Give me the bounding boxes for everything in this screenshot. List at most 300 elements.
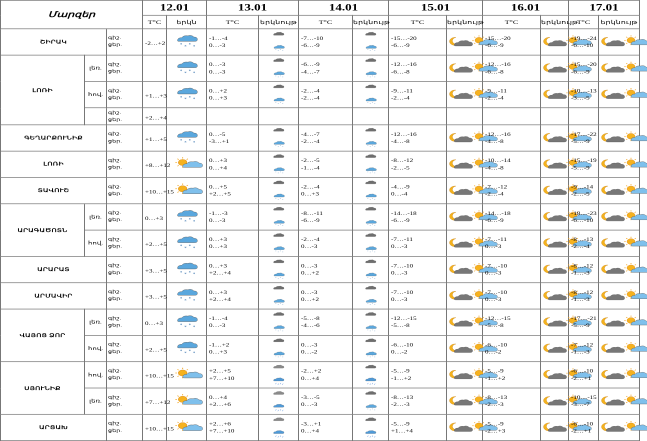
snowcloud-snow-icon	[353, 125, 389, 151]
temperature-cell: -4…-9 0…-4	[389, 177, 447, 203]
svg-text:*: *	[373, 50, 375, 53]
svg-text:*: *	[277, 77, 279, 79]
temperature-cell: -19…-24 -6…-10	[569, 29, 599, 55]
date-header: 15.01	[389, 0, 483, 15]
svg-text:*: *	[179, 297, 182, 301]
subregion-label: հով.	[85, 81, 107, 107]
svg-text:*: *	[274, 102, 276, 105]
temperature-cell: 0…+3	[143, 309, 167, 335]
svg-text:*: *	[279, 251, 281, 253]
night-day-label: գիշ. ցեր.	[107, 230, 143, 256]
snowcloud-snow-icon	[259, 55, 299, 81]
moon-sun-icon	[541, 177, 569, 203]
moon-sun-icon	[599, 335, 640, 361]
svg-text:*: *	[277, 50, 279, 53]
svg-text:*: *	[371, 224, 373, 227]
temperature-cell: -8…-12 -1…-3	[569, 283, 599, 309]
moon-sun-icon	[541, 256, 569, 282]
svg-text:*: *	[183, 45, 187, 49]
snowcloud-snow-icon	[353, 388, 389, 414]
region-name: ԼՈՌԻ	[1, 55, 85, 125]
svg-text:*: *	[279, 49, 281, 52]
svg-text:*: *	[281, 77, 283, 79]
temperature-cell: -5…-9 -1…+2	[483, 362, 541, 388]
temperature-cell: -14…-18 -6…-9	[389, 204, 447, 230]
moon-sun-icon	[447, 414, 483, 440]
cloud-rain-icon	[259, 414, 299, 440]
temperature-cell: -8…-11 -6…-9	[299, 204, 353, 230]
moon-sun-icon	[599, 230, 640, 256]
svg-text:*: *	[274, 49, 276, 52]
svg-text:*: *	[371, 76, 373, 78]
svg-text:*: *	[279, 356, 281, 358]
snowcloud-snow-icon	[259, 177, 299, 203]
temperature-cell: -8…-12 -2…-5	[389, 151, 447, 177]
moon-sun-icon	[447, 230, 483, 256]
svg-text:*: *	[279, 172, 281, 174]
temperature-cell: -2…-5 -1…-4	[299, 151, 353, 177]
snowcloud-snow-icon	[353, 230, 389, 256]
temperature-cell: -1…-4 0…-3	[207, 29, 259, 55]
temperature-cell: 0…+3	[143, 204, 167, 230]
temperature-cell: 0…-3 0…-3	[207, 55, 259, 81]
temperature-cell: -10…-15 -3…-7	[569, 388, 599, 414]
svg-text:*: *	[373, 330, 375, 333]
svg-text:*: *	[373, 225, 375, 228]
temperature-cell: +3…+5	[143, 283, 167, 309]
moon-sun-icon	[599, 151, 640, 177]
moon-sun-icon	[599, 177, 640, 203]
date-header: 16.01	[483, 0, 569, 15]
subregion-label: հով.	[85, 335, 107, 361]
region-name: ՏԱՎՈՒՇ	[1, 177, 107, 203]
svg-text:*: *	[371, 251, 373, 253]
svg-text:*: *	[281, 225, 283, 228]
moon-sun-icon	[541, 283, 569, 309]
svg-text:*: *	[373, 103, 375, 105]
temperature-cell: -9…-11 -2…-4	[483, 81, 541, 107]
svg-text:*: *	[371, 329, 373, 332]
night-day-label: գիշ. ցեր.	[107, 309, 143, 335]
snowcloud-snow-icon	[353, 177, 389, 203]
svg-text:*: *	[188, 69, 191, 73]
temperature-cell: 0…+3 +2…+4	[207, 256, 259, 282]
svg-text:*: *	[371, 145, 373, 148]
snowcloud-snow-icon	[353, 29, 389, 55]
temperature-cell: +1…+5	[143, 125, 167, 151]
svg-text:*: *	[371, 198, 373, 201]
temperature-cell: -4…-7 -2…-4	[299, 125, 353, 151]
snowcloud-snow-icon	[259, 204, 299, 230]
svg-text:*: *	[188, 349, 191, 354]
svg-text:*: *	[366, 356, 368, 358]
svg-text:*: *	[192, 71, 195, 75]
sky-col-header: երկնույթ	[259, 15, 299, 29]
snow-icon	[167, 256, 207, 282]
night-day-label: գիշ. ցեր.	[107, 256, 143, 282]
snow-icon	[167, 230, 207, 256]
svg-text:*: *	[366, 408, 368, 411]
temperature-cell: -3…-5 0…-3	[299, 388, 353, 414]
temperature-cell: +2…+6 +7…+10	[207, 414, 259, 440]
svg-text:*: *	[277, 304, 279, 307]
svg-text:*: *	[188, 218, 191, 222]
svg-text:*: *	[192, 97, 195, 101]
night-day-label: գիշ. ցեր.	[107, 81, 143, 107]
svg-text:*: *	[183, 272, 187, 276]
temperature-cell: +3…+5	[143, 256, 167, 282]
temperature-cell: -10…-14 -4…-8	[483, 151, 541, 177]
svg-text:*: *	[279, 224, 281, 227]
temperature-cell: -18…-23 -6…-10	[569, 204, 599, 230]
temperature-cell: -15…-20 -6…-9	[483, 29, 541, 55]
moon-sun-icon	[541, 125, 569, 151]
moon-sun-icon	[541, 151, 569, 177]
svg-text:*: *	[274, 329, 276, 332]
moon-sun-icon	[447, 388, 483, 414]
svg-text:*: *	[277, 330, 279, 333]
temperature-cell: +2…+5	[143, 335, 167, 361]
svg-text:*: *	[369, 278, 371, 280]
snow-icon	[167, 335, 207, 361]
temperature-cell: -12…-16 -6…-8	[483, 55, 541, 81]
temperature-cell: +2…+5 +7…+10	[207, 362, 259, 388]
snowcloud-snow-icon	[259, 151, 299, 177]
moon-sun-icon	[447, 125, 483, 151]
svg-text:*: *	[369, 50, 371, 53]
svg-text:*: *	[188, 95, 191, 100]
night-day-label: գիշ. ցեր.	[107, 108, 143, 125]
svg-text:*: *	[369, 103, 371, 105]
svg-text:*: *	[371, 49, 373, 52]
cloud-rain-icon	[259, 362, 299, 388]
moon-sun-icon	[541, 29, 569, 55]
temperature-cell: +7…+12	[143, 388, 167, 414]
snowcloud-snow-icon	[353, 335, 389, 361]
svg-text:*: *	[192, 325, 195, 329]
temperature-cell: -9…-14 -2…-5	[569, 177, 599, 203]
temperature-cell: 0…+4 +2…+6	[207, 388, 259, 414]
moon-sun-icon	[447, 204, 483, 230]
svg-text:*: *	[188, 43, 191, 47]
svg-text:*: *	[274, 145, 276, 148]
sky-col-header: երկնույթ	[541, 15, 569, 29]
svg-text:*: *	[369, 225, 371, 228]
temperature-cell: -3…+1 0…+4	[299, 414, 353, 440]
snowcloud-snow-icon	[259, 230, 299, 256]
moon-sun-icon	[447, 55, 483, 81]
snow-icon	[167, 125, 207, 151]
weather-icon	[599, 108, 640, 125]
svg-text:*: *	[179, 139, 182, 143]
temperature-cell	[143, 55, 167, 81]
temp-col-header: T°C	[207, 15, 259, 29]
temperature-cell: -15…-20 -6…-9	[569, 55, 599, 81]
regions-header: Մարզեր	[1, 0, 143, 28]
svg-text:*: *	[366, 224, 368, 227]
svg-text:*: *	[371, 303, 373, 306]
temperature-cell: 0…+3 +2…+4	[207, 283, 259, 309]
moon-sun-icon	[541, 204, 569, 230]
moon-sun-icon	[447, 335, 483, 361]
temperature-cell: -2…-4 0…-3	[299, 230, 353, 256]
moon-sun-icon	[599, 362, 640, 388]
temperature-cell: -1…-4 0…-3	[207, 309, 259, 335]
svg-text:*: *	[366, 198, 368, 201]
night-day-label: գիշ. ցեր.	[107, 151, 143, 177]
temp-col-header: T°C	[299, 15, 353, 29]
region-name: ՇԻՐԱԿ	[1, 29, 107, 55]
moon-sun-icon	[541, 414, 569, 440]
temperature-cell: -1…+2 0…+3	[207, 335, 259, 361]
night-day-label: գիշ. ցեր.	[107, 414, 143, 440]
snowcloud-snow-icon	[259, 309, 299, 335]
region-name: ԼՈՌԻ	[1, 151, 107, 177]
temperature-cell: -2…-4 -2…-4	[299, 81, 353, 107]
temperature-cell: -7…-11 0…-3	[389, 230, 447, 256]
temp-col-header: T°C	[389, 15, 447, 29]
moon-sun-icon	[599, 283, 640, 309]
svg-text:*: *	[373, 252, 375, 254]
snow-icon	[167, 283, 207, 309]
temperature-cell: +10…+15	[143, 414, 167, 440]
night-day-label: գիշ. ցեր.	[107, 55, 143, 81]
svg-text:*: *	[373, 409, 375, 412]
temperature-cell: -17…-21 -5…-9	[569, 309, 599, 335]
svg-text:*: *	[373, 199, 375, 202]
svg-text:*: *	[192, 141, 195, 145]
temperature-cell: 0…+2 0…+3	[207, 81, 259, 107]
date-header: 13.01	[207, 0, 299, 15]
temperature-cell: -14…-18 -6…-9	[483, 204, 541, 230]
temperature-cell: -6…-10 -2…+1	[569, 414, 599, 440]
svg-text:*: *	[371, 408, 373, 411]
sky-col-header: երկնույթ	[447, 15, 483, 29]
region-name: ԱՐՑԱԽ	[1, 414, 107, 440]
svg-text:*: *	[183, 246, 187, 250]
svg-text:*: *	[373, 357, 375, 359]
temperature-cell: -12…-15 -5…-8	[389, 309, 447, 335]
temperature-cell: -7…-10 0…-3	[389, 283, 447, 309]
svg-text:*: *	[183, 71, 187, 75]
svg-text:*: *	[371, 356, 373, 358]
svg-text:*: *	[179, 95, 182, 100]
svg-text:*: *	[192, 272, 195, 276]
temperature-cell: -12…-16 -4…-8	[389, 125, 447, 151]
temperature-cell: +8…+12	[143, 151, 167, 177]
region-name: ԱՐՄԱՎԻՐ	[1, 283, 107, 309]
region-name: ԳԵՂԱՐՔՈՒՆԻՔ	[1, 125, 107, 151]
svg-text:*: *	[279, 198, 281, 201]
svg-text:*: *	[183, 220, 187, 224]
temperature-cell: -5…-9 -1…+2	[389, 362, 447, 388]
svg-text:*: *	[369, 77, 371, 79]
moon-sun-icon	[599, 204, 640, 230]
weather-icon	[447, 108, 483, 125]
moon-sun-icon	[541, 362, 569, 388]
svg-text:*: *	[369, 357, 371, 359]
cloud-rain-icon	[259, 388, 299, 414]
svg-text:*: *	[279, 277, 281, 279]
temperature-cell: -5…-8 -4…-6	[299, 309, 353, 335]
svg-text:*: *	[183, 298, 187, 303]
svg-text:*: *	[366, 76, 368, 78]
svg-text:*: *	[369, 173, 371, 175]
weather-icon	[167, 108, 207, 125]
temperature-cell: 0…-3 0…-2	[299, 335, 353, 361]
temperature-cell: -1…-3 0…-3	[207, 204, 259, 230]
svg-text:*: *	[183, 141, 187, 145]
temperature-cell: 0…-3 0…+2	[299, 283, 353, 309]
svg-text:*: *	[366, 145, 368, 148]
svg-text:*: *	[277, 278, 279, 280]
moon-sun-icon	[447, 309, 483, 335]
region-name: ԱՐԱՐԱՏ	[1, 256, 107, 282]
svg-text:*: *	[179, 323, 182, 327]
region-name: ՍՅՈՒՆԻՔ	[1, 362, 85, 415]
svg-text:*: *	[179, 270, 182, 275]
sun-icon	[167, 151, 207, 177]
snowcloud-snow-icon	[353, 204, 389, 230]
svg-text:*: *	[277, 357, 279, 359]
sky-col-header: երկնույթ	[599, 15, 640, 29]
temperature-cell: +10…+15	[143, 177, 167, 203]
temperature-cell: 0…+3 0…+4	[207, 151, 259, 177]
temperature-cell: 0…+5 +2…+5	[207, 177, 259, 203]
temperature-cell	[299, 108, 353, 125]
moon-sun-icon	[541, 309, 569, 335]
date-header: 14.01	[299, 0, 389, 15]
subregion-label: լեռ.	[85, 55, 107, 81]
svg-text:*: *	[274, 251, 276, 253]
snowcloud-snow-icon	[353, 309, 389, 335]
svg-text:*: *	[373, 278, 375, 280]
moon-sun-icon	[447, 81, 483, 107]
weather-icon	[353, 108, 389, 125]
svg-text:*: *	[371, 277, 373, 279]
svg-text:*: *	[373, 77, 375, 79]
moon-sun-icon	[541, 81, 569, 107]
sky-col-header: երկն	[167, 15, 207, 29]
svg-text:*: *	[371, 102, 373, 105]
temperature-cell: -12…-16 -4…-8	[483, 125, 541, 151]
temperature-cell	[389, 108, 447, 125]
snow-icon	[167, 55, 207, 81]
temperature-cell: 0…+3 0…+3	[207, 230, 259, 256]
temperature-cell: -9…-11 -2…-4	[389, 81, 447, 107]
temperature-cell: -8…-13 -2…-4	[569, 230, 599, 256]
temperature-cell: -7…-12 -2…-4	[483, 177, 541, 203]
subregion-label: լեռ.	[85, 388, 107, 414]
svg-text:*: *	[369, 146, 371, 149]
svg-text:*: *	[279, 145, 281, 148]
temperature-cell: -7…-10 -6…-9	[299, 29, 353, 55]
date-header: 12.01	[143, 0, 207, 15]
svg-text:*: *	[277, 173, 279, 175]
subregion-label: հով.	[85, 362, 107, 388]
svg-text:*: *	[281, 330, 283, 333]
temperature-cell	[569, 108, 599, 125]
svg-text:*: *	[281, 199, 283, 202]
temperature-cell: -2…+2 0…+4	[299, 362, 353, 388]
svg-text:*: *	[281, 304, 283, 307]
svg-text:*: *	[188, 323, 191, 327]
temperature-cell: -7…-12 -1…-3	[569, 335, 599, 361]
temperature-cell: -8…-13 -2…-3	[483, 388, 541, 414]
moon-sun-icon	[599, 81, 640, 107]
svg-text:*: *	[192, 351, 195, 355]
night-day-label: գիշ. ցեր.	[107, 204, 143, 230]
weather-icon	[541, 108, 569, 125]
snowcloud-snow-icon	[353, 81, 389, 107]
temp-col-header: T°C	[143, 15, 167, 29]
temperature-cell: -6…-10 0…-2	[389, 335, 447, 361]
night-day-label: գիշ. ցեր.	[107, 29, 143, 55]
moon-sun-icon	[599, 125, 640, 151]
svg-text:*: *	[179, 69, 182, 73]
temperature-cell: -17…-22 -5…-9	[569, 125, 599, 151]
svg-text:*: *	[371, 172, 373, 174]
night-day-label: գիշ. ցեր.	[107, 362, 143, 388]
snowcloud-snow-icon	[353, 55, 389, 81]
temperature-cell: -8…-13 -2…-3	[389, 388, 447, 414]
svg-text:*: *	[277, 199, 279, 202]
temperature-cell: -7…-11 0…-3	[483, 230, 541, 256]
snowcloud-snow-icon	[259, 335, 299, 361]
snow-icon	[167, 29, 207, 55]
svg-text:*: *	[366, 277, 368, 279]
temperature-cell: 0…-3 0…+2	[299, 256, 353, 282]
svg-text:*: *	[366, 102, 368, 105]
snowcloud-snow-icon	[259, 125, 299, 151]
svg-text:*: *	[281, 278, 283, 280]
svg-text:*: *	[369, 199, 371, 202]
moon-sun-icon	[447, 256, 483, 282]
svg-text:*: *	[281, 252, 283, 254]
region-name: ՎԱՅՈՑ ՁՈՐ	[1, 309, 85, 362]
moon-sun-icon	[599, 309, 640, 335]
snowcloud-snow-icon	[353, 256, 389, 282]
snowcloud-rain-icon	[353, 362, 389, 388]
moon-sun-icon	[599, 414, 640, 440]
svg-text:*: *	[279, 329, 281, 332]
snowcloud-snow-icon	[259, 256, 299, 282]
temperature-cell: -15…-20 -6…-9	[389, 29, 447, 55]
svg-text:*: *	[274, 277, 276, 279]
night-day-label: գիշ. ցեր.	[107, 125, 143, 151]
svg-text:*: *	[279, 102, 281, 105]
temperature-cell: -2…-4 0…+3	[299, 177, 353, 203]
svg-text:*: *	[277, 146, 279, 149]
temperature-cell: -2…+2	[143, 29, 167, 55]
temperature-cell: -12…-15 -5…-8	[483, 309, 541, 335]
svg-text:*: *	[188, 297, 191, 301]
svg-text:*: *	[274, 303, 276, 306]
snowcloud-rain-icon	[353, 414, 389, 440]
svg-text:*: *	[274, 172, 276, 174]
temperature-cell: +2…+4	[143, 108, 167, 125]
temperature-cell: -7…-10 0…-3	[483, 283, 541, 309]
temperature-cell: -7…-10 0…-3	[389, 256, 447, 282]
temperature-cell: -7…-10 0…-3	[483, 256, 541, 282]
moon-sun-icon	[447, 151, 483, 177]
svg-text:*: *	[366, 172, 368, 174]
svg-text:*: *	[373, 146, 375, 149]
svg-text:*: *	[192, 298, 195, 303]
snow-icon	[167, 309, 207, 335]
temperature-cell: -6…-9 -4…-7	[299, 55, 353, 81]
svg-text:*: *	[373, 304, 375, 307]
